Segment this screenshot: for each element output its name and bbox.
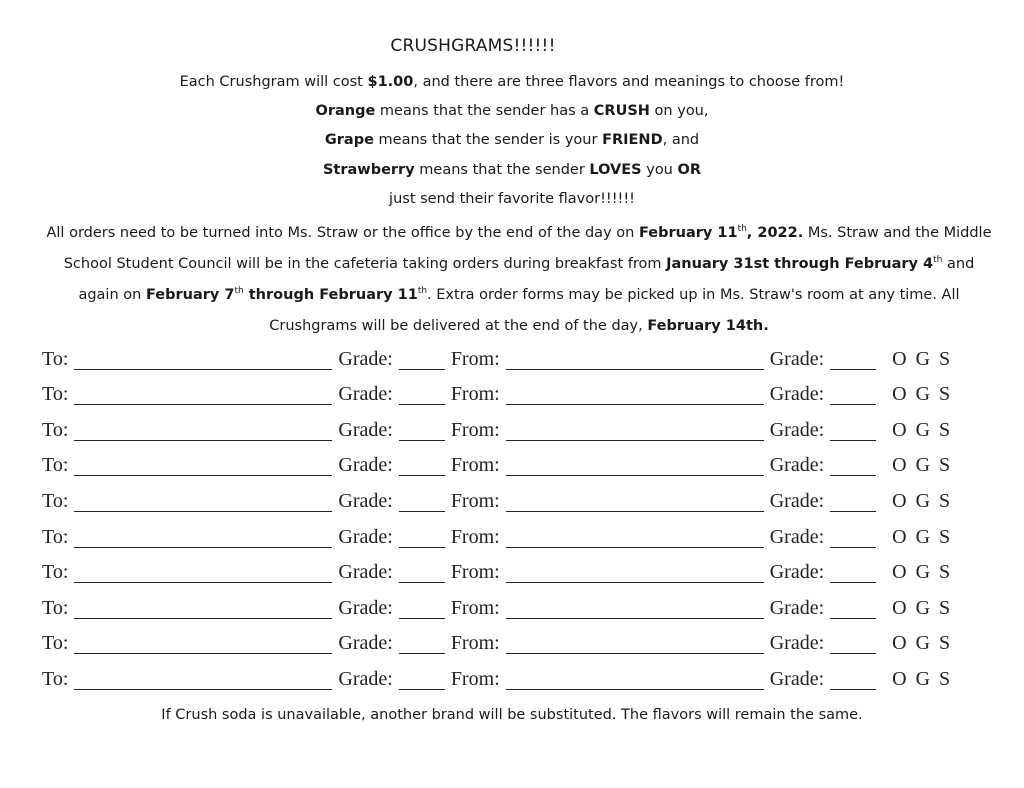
from-label: From: (450, 525, 500, 548)
to-name-field[interactable] (74, 489, 332, 512)
grade-label: Grade: (769, 418, 825, 441)
order-row (42, 552, 992, 588)
to-name-field[interactable] (74, 453, 332, 476)
page-title: CRUSHGRAMS!!!!!! (390, 36, 556, 56)
to-name-field[interactable] (74, 596, 332, 619)
order-form (42, 338, 992, 694)
to-grade-field[interactable] (399, 525, 445, 548)
order-row (42, 338, 992, 374)
price: $1.00 (367, 74, 414, 90)
to-name-field[interactable] (74, 347, 332, 370)
flavor-options[interactable]: O G S (892, 596, 953, 619)
to-label: To: (42, 525, 69, 548)
order-row (42, 623, 992, 659)
flavor-options[interactable]: O G S (892, 489, 953, 512)
order-row (42, 374, 992, 410)
grade-label: Grade: (338, 596, 393, 619)
grade-label: Grade: (769, 454, 825, 477)
grade-label: Grade: (769, 347, 825, 370)
grade-label: Grade: (338, 667, 393, 690)
to-grade-field[interactable] (399, 453, 445, 476)
from-grade-field[interactable] (830, 453, 876, 476)
to-name-field[interactable] (74, 667, 332, 690)
to-label: To: (42, 596, 69, 619)
grade-label: Grade: (769, 632, 825, 655)
order-row (42, 409, 992, 445)
grade-label: Grade: (338, 632, 393, 655)
from-label: From: (450, 383, 500, 406)
grade-label: Grade: (338, 347, 393, 370)
grade-label: Grade: (769, 383, 825, 406)
from-label: From: (450, 561, 500, 584)
from-label: From: (450, 489, 500, 512)
flavor-options[interactable]: O G S (892, 632, 953, 655)
grade-label: Grade: (769, 561, 825, 584)
order-row (42, 516, 992, 552)
from-grade-field[interactable] (830, 560, 876, 583)
order-row (42, 658, 992, 694)
to-name-field[interactable] (74, 560, 332, 583)
to-label: To: (42, 454, 69, 477)
to-grade-field[interactable] (399, 347, 445, 370)
to-label: To: (42, 347, 69, 370)
favorite-flavor-line: just send their favorite flavor!!!!!! (389, 191, 635, 207)
flavor-options[interactable]: O G S (892, 525, 953, 548)
from-label: From: (450, 596, 500, 619)
from-name-field[interactable] (506, 560, 764, 583)
to-label: To: (42, 667, 69, 690)
flavor-options[interactable]: O G S (892, 383, 953, 406)
grade-label: Grade: (338, 561, 393, 584)
grade-label: Grade: (338, 525, 393, 548)
to-name-field[interactable] (74, 418, 332, 441)
to-label: To: (42, 383, 69, 406)
from-grade-field[interactable] (830, 596, 876, 619)
flavor-options[interactable]: O G S (892, 418, 953, 441)
grade-label: Grade: (338, 383, 393, 406)
from-grade-field[interactable] (830, 347, 876, 370)
to-label: To: (42, 632, 69, 655)
to-grade-field[interactable] (399, 560, 445, 583)
to-name-field[interactable] (74, 382, 332, 405)
from-label: From: (450, 347, 500, 370)
order-row (42, 445, 992, 481)
flavor-options[interactable]: O G S (892, 454, 953, 477)
to-label: To: (42, 561, 69, 584)
from-grade-field[interactable] (830, 382, 876, 405)
flavor-options[interactable]: O G S (892, 347, 953, 370)
from-label: From: (450, 632, 500, 655)
to-grade-field[interactable] (399, 631, 445, 654)
grade-label: Grade: (338, 454, 393, 477)
from-label: From: (450, 454, 500, 477)
to-grade-field[interactable] (399, 418, 445, 441)
strawberry-meaning: Strawberry means that the sender LOVES you OR (322, 162, 701, 178)
from-grade-field[interactable] (830, 418, 876, 441)
from-name-field[interactable] (506, 596, 764, 619)
from-grade-field[interactable] (830, 525, 876, 548)
order-row (42, 587, 992, 623)
to-grade-field[interactable] (399, 667, 445, 690)
grade-label: Grade: (769, 489, 825, 512)
from-grade-field[interactable] (830, 631, 876, 654)
grade-label: Grade: (769, 525, 825, 548)
from-grade-field[interactable] (830, 489, 876, 512)
grade-label: Grade: (338, 489, 393, 512)
to-name-field[interactable] (74, 525, 332, 548)
to-grade-field[interactable] (399, 382, 445, 405)
to-label: To: (42, 489, 69, 512)
grade-label: Grade: (769, 667, 825, 690)
from-label: From: (450, 667, 500, 690)
from-name-field[interactable] (506, 418, 764, 441)
from-name-field[interactable] (506, 347, 764, 370)
instructions-paragraph: All orders need to be turned into Ms. Straw or the office by the end of the day on February 11th, 2022. Ms. Straw and the Middle School Student Council will be in the cafeteria taking orders during breakfast from January 31st through February 4th and again on February 7th through February 11th. Extra order forms may be picked up in Ms. Straw's room at any time. All Crushgrams will be delivered at the end of the day, February 14th. (46, 224, 992, 334)
order-row (42, 480, 992, 516)
to-grade-field[interactable] (399, 596, 445, 619)
from-name-field[interactable] (506, 489, 764, 512)
from-name-field[interactable] (506, 382, 764, 405)
grade-label: Grade: (338, 418, 393, 441)
grape-meaning: Grape means that the sender is your FRIEND, and (324, 132, 700, 148)
flavor-options[interactable]: O G S (892, 561, 953, 584)
footer-note: If Crush soda is unavailable, another brand will be substituted. The flavors will remain the same. (161, 707, 863, 723)
orange-meaning: Orange means that the sender has a CRUSH on you, (315, 103, 709, 119)
from-name-field[interactable] (506, 525, 764, 548)
from-grade-field[interactable] (830, 667, 876, 690)
to-grade-field[interactable] (399, 489, 445, 512)
from-label: From: (450, 418, 500, 441)
from-name-field[interactable] (506, 453, 764, 476)
from-name-field[interactable] (506, 631, 764, 654)
from-name-field[interactable] (506, 667, 764, 690)
grade-label: Grade: (769, 596, 825, 619)
flavor-options[interactable]: O G S (892, 667, 953, 690)
to-label: To: (42, 418, 69, 441)
intro-price-line: Each Crushgram will cost $1.00, and there are three flavors and meanings to choose from! (179, 74, 845, 90)
to-name-field[interactable] (74, 631, 332, 654)
